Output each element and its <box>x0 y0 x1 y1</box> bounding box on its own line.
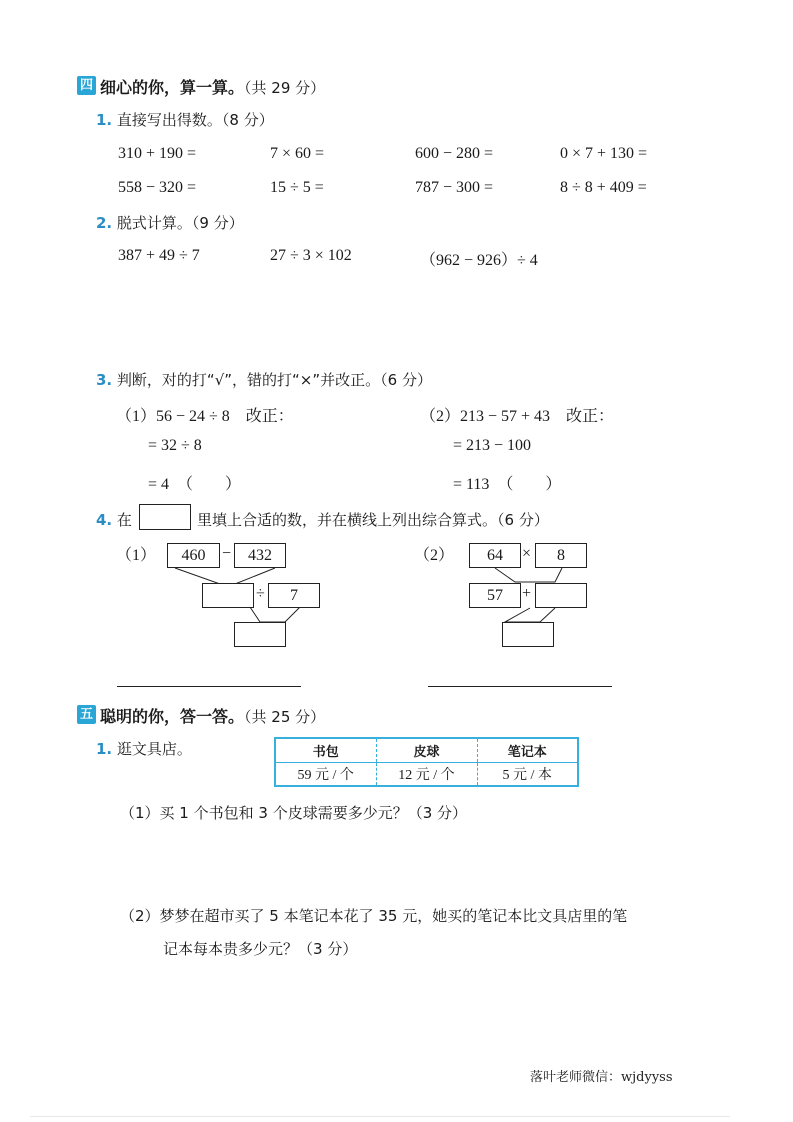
q3a-label: （1）56 − 24 ÷ 8 改正： <box>116 408 294 425</box>
price-table-header: 笔记本 <box>477 738 578 762</box>
price-table-row <box>275 762 578 786</box>
q1-expr: 558 − 320 = <box>118 179 197 196</box>
q1-expr: 7 × 60 = <box>270 145 325 162</box>
price-table <box>274 737 579 787</box>
q2-number: 2. <box>96 214 113 232</box>
q3-heading <box>96 369 432 390</box>
q4b-box-64: 64 <box>469 543 521 568</box>
q4a-answer-line[interactable] <box>117 686 301 687</box>
s5-q1-sub2-line2: 记本每本贵多少元？（3 分） <box>163 940 358 958</box>
q1-number: 1. <box>96 111 113 129</box>
q1-expr: 8 ÷ 8 + 409 = <box>560 179 647 196</box>
q4-text-before: 在 <box>116 511 132 529</box>
q4b-answer-box-2[interactable] <box>502 622 554 647</box>
s5-q1-sub2-line1: （2）梦梦在超市买了 5 本笔记本花了 35 元，她买的笔记本比文具店里的笔 <box>120 907 628 925</box>
price-table-header-row <box>275 738 578 762</box>
q3a-step1: = 32 ÷ 8 <box>148 437 202 454</box>
q4b-label: （2） <box>414 547 455 564</box>
q1-text: 直接写出得数。（8 分） <box>116 111 274 129</box>
q4a-box-432: 432 <box>234 543 286 568</box>
q4-number: 4. <box>96 511 113 529</box>
q4a-label: （1） <box>116 547 157 564</box>
q4-text-after: 里填上合适的数，并在横线上列出综合算式。（6 分） <box>197 511 549 529</box>
q4-example-box <box>139 504 191 530</box>
q4b-box-57: 57 <box>469 583 521 608</box>
price-table-header: 书包 <box>275 738 376 762</box>
q4a-box-460: 460 <box>167 543 220 568</box>
q3-text: 判断，对的打“√”，错的打“×”并改正。（6 分） <box>116 371 432 389</box>
q4a-answer-box-1[interactable] <box>202 583 254 608</box>
q1-expr: 787 − 300 = <box>415 179 494 196</box>
q3b-step2: = 113 （ ） <box>453 476 562 493</box>
s5-q1-sub1: （1）买 1 个书包和 3 个皮球需要多少元？（3 分） <box>120 804 468 822</box>
q4-heading <box>96 509 132 530</box>
s5-q1-text: 逛文具店。 <box>116 740 192 758</box>
q3b-step1: = 213 − 100 <box>453 437 532 454</box>
section-4-score: （共 29 分） <box>244 79 326 97</box>
q4a-answer-box-2[interactable] <box>234 622 286 647</box>
q2-expr: 27 ÷ 3 × 102 <box>270 247 352 264</box>
q4b-answer-line[interactable] <box>428 686 612 687</box>
q4b-op-plus: + <box>522 585 532 602</box>
q4b-box-8: 8 <box>535 543 587 568</box>
section-4-title <box>100 75 325 98</box>
q3a-step2: = 4 （ ） <box>148 476 242 493</box>
price-table-cell: 5 元 / 本 <box>502 767 552 783</box>
section-5-title-text: 聪明的你，答一答。 <box>100 707 245 726</box>
q3-number: 3. <box>96 371 113 389</box>
q1-expr: 0 × 7 + 130 = <box>560 145 648 162</box>
section-5-title <box>100 704 325 727</box>
price-table-cell: 59 元 / 个 <box>275 762 376 786</box>
section-5-badge: 五 <box>77 705 96 724</box>
q1-expr: 15 ÷ 5 = <box>270 179 324 196</box>
section-4-badge: 四 <box>77 76 96 95</box>
price-table-cell: 12 元 / 个 <box>376 762 477 786</box>
page-bottom-rule <box>30 1116 730 1117</box>
q4b-answer-box-1[interactable] <box>535 583 587 608</box>
q4b-op-times: × <box>522 545 532 562</box>
q4a-op-divide: ÷ <box>256 585 265 602</box>
footer-contact: 落叶老师微信：wjdyyss <box>530 1070 673 1085</box>
section-4-title-text: 细心的你，算一算。 <box>100 78 245 97</box>
section-5-score: （共 25 分） <box>244 708 326 726</box>
q2-heading <box>96 212 244 233</box>
q4a-op-minus: − <box>222 545 232 562</box>
q2-expr: （962 − 926）÷ 4 <box>420 252 538 269</box>
q2-text: 脱式计算。（9 分） <box>116 214 244 232</box>
price-table-header: 皮球 <box>376 738 477 762</box>
s5-q1-heading <box>96 738 192 759</box>
q1-heading <box>96 109 274 130</box>
q1-expr: 310 + 190 = <box>118 145 197 162</box>
s5-q1-number: 1. <box>96 740 113 758</box>
q3b-label: （2）213 − 57 + 43 改正： <box>420 408 615 425</box>
q1-expr: 600 − 280 = <box>415 145 494 162</box>
q2-expr: 387 + 49 ÷ 7 <box>118 247 200 264</box>
q4a-box-7: 7 <box>268 583 320 608</box>
